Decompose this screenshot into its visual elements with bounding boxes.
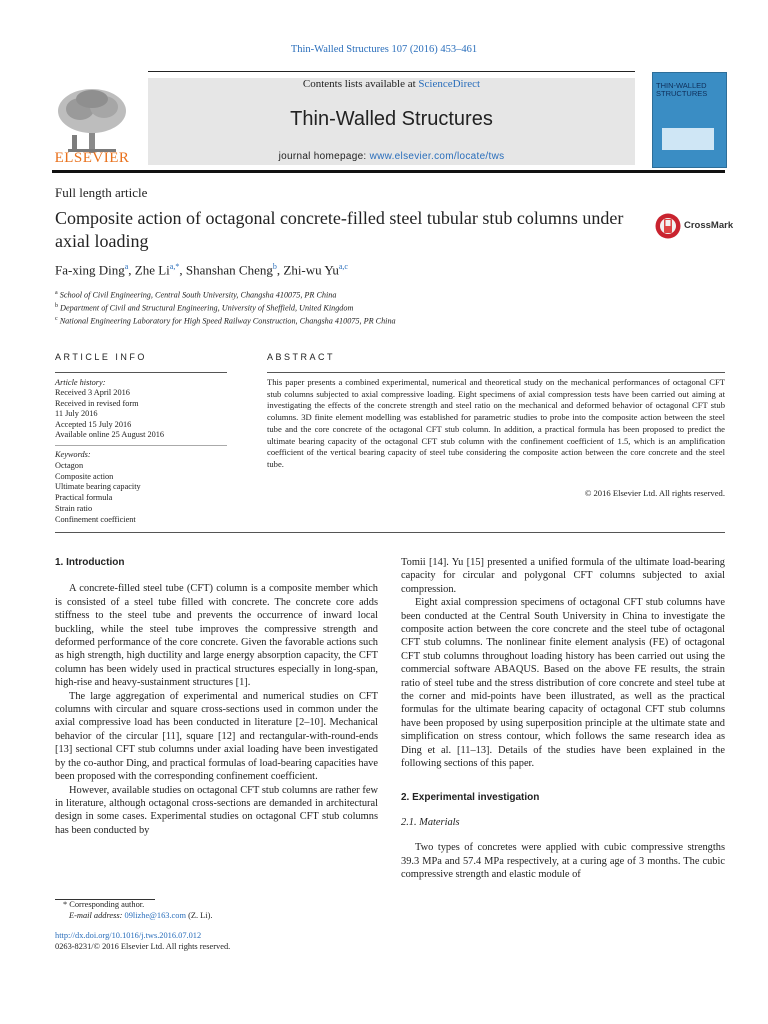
abstract-text: This paper presents a combined experimental, numerical and theoretical study on the mechanical performances of octagonal CFT stub columns subjected to axial compressive loading. Eight specimens of axial compression tests have been carried out aiming at investigating the effects of the concrete strength and steel ratio on the mechanical and deformed behavior of octagonal CFT stub columns. 3D finite element modelling was established for parametric studies to probe into the composite action between the steel tube and the core concrete of the octagonal CFT stub column. In addition, a practical formula has been proposed to predict the ultimate bearing capacity of the octagonal CFT stub column with the confinement coefficient of 1.5, which is an amplification coefficient of the vertical bearing capacity of steel tube considering the composite action between the core concrete and the steel tube. — [267, 377, 725, 469]
author-affiliation-mark[interactable]: b — [272, 262, 277, 271]
crossmark-label[interactable]: CrossMark — [684, 220, 734, 231]
email-suffix: (Z. Li). — [188, 910, 213, 920]
paragraph: However, available studies on octagonal CFT stub columns are rather few in literature, although octagonal cross-sections are demanded in architectural design in some cases. Experimental studies on octagonal CFT stub columns has been conducted by — [55, 784, 378, 836]
keyword: Octagon — [55, 460, 84, 470]
article-info-rule — [55, 372, 227, 373]
body-right-column — [401, 556, 725, 882]
keywords-divider — [55, 445, 227, 446]
paragraph: A concrete-filled steel tube (CFT) column is a composite member which is consisted of a steel tube filled with concrete. The concrete core adds stiffness to the steel tube and prevents the occurrence of inward local buckling, while the steel tube improves the compressive strength and deformed performance of the core concrete. Given the favorable actions such as high strength, high ductility and large energy absorption capacity, the CFT column has been widely used in practical structures especially in long-span, high-rise and heavy-sustainment structures [1]. — [55, 583, 378, 689]
doi-link[interactable]: http://dx.doi.org/10.1016/j.tws.2016.07.012 — [55, 931, 202, 940]
issn-line: 0263-8231/© 2016 Elsevier Ltd. All rights reserved. — [55, 941, 231, 951]
homepage-prefix: journal homepage: — [278, 151, 370, 162]
history-item: Accepted 15 July 2016 — [55, 419, 132, 429]
author-name: Shanshan Cheng — [185, 262, 273, 278]
affiliation-mark: b — [55, 303, 58, 310]
sciencedirect-link[interactable]: ScienceDirect — [418, 78, 481, 90]
article-info-heading: ARTICLE INFO — [55, 352, 147, 362]
journal-name: Thin-Walled Structures — [290, 108, 493, 130]
contents-line — [148, 78, 635, 90]
author-list: Fa-xing Ding$^a$, Zhe $Li^{a,*}$, Shanshan Cheng$^b$, Zhi-wu Yu$^{a,c}$ — [55, 262, 348, 278]
homepage-link[interactable]: www.elsevier.com/locate/tws — [369, 151, 505, 162]
article-title: Composite action of octagonal concrete-filled steel tubular stub columns under axial loading — [55, 208, 624, 251]
body-left-column — [55, 556, 378, 837]
header-bottom-rule — [52, 170, 725, 173]
keywords — [55, 450, 230, 526]
affiliation-text: National Engineering Laboratory for High Speed Railway Construction, Changsha 410075, PR China — [59, 317, 396, 327]
affiliation-b — [55, 301, 396, 314]
author-affiliation-mark[interactable]: a,* — [169, 262, 180, 271]
affiliation-c — [55, 314, 396, 327]
journal-homepage-line — [148, 151, 635, 162]
doi-block — [55, 931, 230, 952]
keyword: Ultimate bearing capacity — [55, 482, 141, 492]
email-label: E-mail address: — [69, 910, 123, 920]
author-affiliation-mark[interactable]: a,c — [338, 262, 348, 271]
header-top-rule — [148, 71, 635, 72]
corresponding-author-footnote — [55, 900, 375, 921]
contents-prefix: Contents lists available at — [302, 78, 419, 90]
affiliation-a — [55, 288, 396, 301]
author-affiliation-mark[interactable]: a — [124, 262, 129, 271]
history-item: Received in revised form — [55, 398, 139, 408]
paragraph: Tomii [14]. Yu [15] presented a unified formula of the ultimate load-bearing capacity for circular and polygonal CFT columns subjected to axial compression. — [401, 557, 725, 595]
author-name: Zhi-wu Yu — [283, 262, 339, 278]
abstract-copyright: © 2016 Elsevier Ltd. All rights reserved. — [584, 488, 725, 498]
abstract-heading: ABSTRACT — [267, 352, 336, 362]
keyword: Confinement coefficient — [55, 514, 136, 524]
history-item: Received 3 April 2016 — [55, 388, 130, 398]
journal-citation[interactable]: Thin-Walled Structures 107 (2016) 453–461 — [290, 44, 478, 55]
affiliation-mark: a — [55, 290, 58, 296]
affiliation-text: School of Civil Engineering, Central South University, Changsha 410075, PR China — [59, 290, 337, 300]
section-heading-experimental: 2. Experimental investigation — [401, 791, 540, 803]
affiliation-text: Department of Civil and Structural Engineering, University of Sheffield, United Kingdom — [60, 303, 354, 313]
front-matter-bottom-rule — [55, 532, 725, 533]
author-name: Zhe Li — [134, 262, 170, 278]
elsevier-wordmark: ELSEVIER — [54, 150, 130, 166]
paragraph: The large aggregation of experimental and numerical studies on CFT columns with circular and square cross-sections used in common under the axial compressive load has been conducted in literature [2–10]. Mechanical behavior of the circular [11], square [12] and rectangular-with-round-ends [13] sectional CFT stub columns under axial loading have been investigated by the co-author Ding, and practical formulas of load-bearing capacities have been proposed with the corresponding confinement coefficient. — [55, 690, 378, 783]
history-item: 11 July 2016 — [55, 409, 98, 419]
keyword: Strain ratio — [55, 503, 93, 513]
keyword: Composite action — [55, 471, 114, 481]
email-link[interactable]: 09lizhe@163.com — [124, 910, 186, 920]
affiliation-mark: c — [55, 316, 58, 323]
abstract-rule — [267, 372, 725, 373]
article-type: Full length article — [55, 185, 148, 200]
history-item: Available online 25 August 2016 — [55, 430, 165, 440]
crossmark-icon[interactable] — [655, 213, 681, 239]
cover-inset — [662, 128, 714, 150]
email-line — [55, 911, 375, 922]
keywords-label: Keywords: — [55, 450, 91, 459]
paragraph: Eight axial compression specimens of octagonal CFT stub columns have been conducted at the Central South University in China to investigate the composite action between the core concrete and the steel tube of octagonal CFT stub columns. The nonlinear finite element analysis (FE) of octagonal CFT stub columns throughout loading history has been carried out using the commercial software ABAQUS. Based on the above FE results, the strain ratio of steel tube and the stress distribution of core concrete and steel tube at the corner and mid-points have been illustrated, as well as the practical formulas for the ultimate bearing capacity of octagonal CFT stub columns have been proposed by using superposition principle at the ultimate state and simplification on stress contour, which follows the same research idea as Ding et al. [11–13]. Details of the studies have been explained in the following sections of this paper. — [401, 597, 725, 770]
history-label: Article history: — [55, 378, 106, 387]
author-name: Fa-xing Ding — [55, 262, 125, 278]
paragraph: Two types of concretes were applied with cubic compressive strengths 39.3 MPa and 57.4 MPa respectively, at a curing age of 3 months. The cubic compressive strength and elastic module of — [401, 842, 725, 881]
cover-title: THIN-WALLED STRUCTURES — [656, 81, 708, 98]
keyword: Practical formula — [55, 493, 113, 503]
section-heading-introduction: 1. Introduction — [55, 557, 125, 568]
article-history — [55, 378, 230, 440]
subsection-heading-materials: 2.1. Materials — [401, 816, 460, 828]
affiliations — [55, 288, 396, 328]
corresponding-note: * Corresponding author. — [63, 900, 145, 909]
